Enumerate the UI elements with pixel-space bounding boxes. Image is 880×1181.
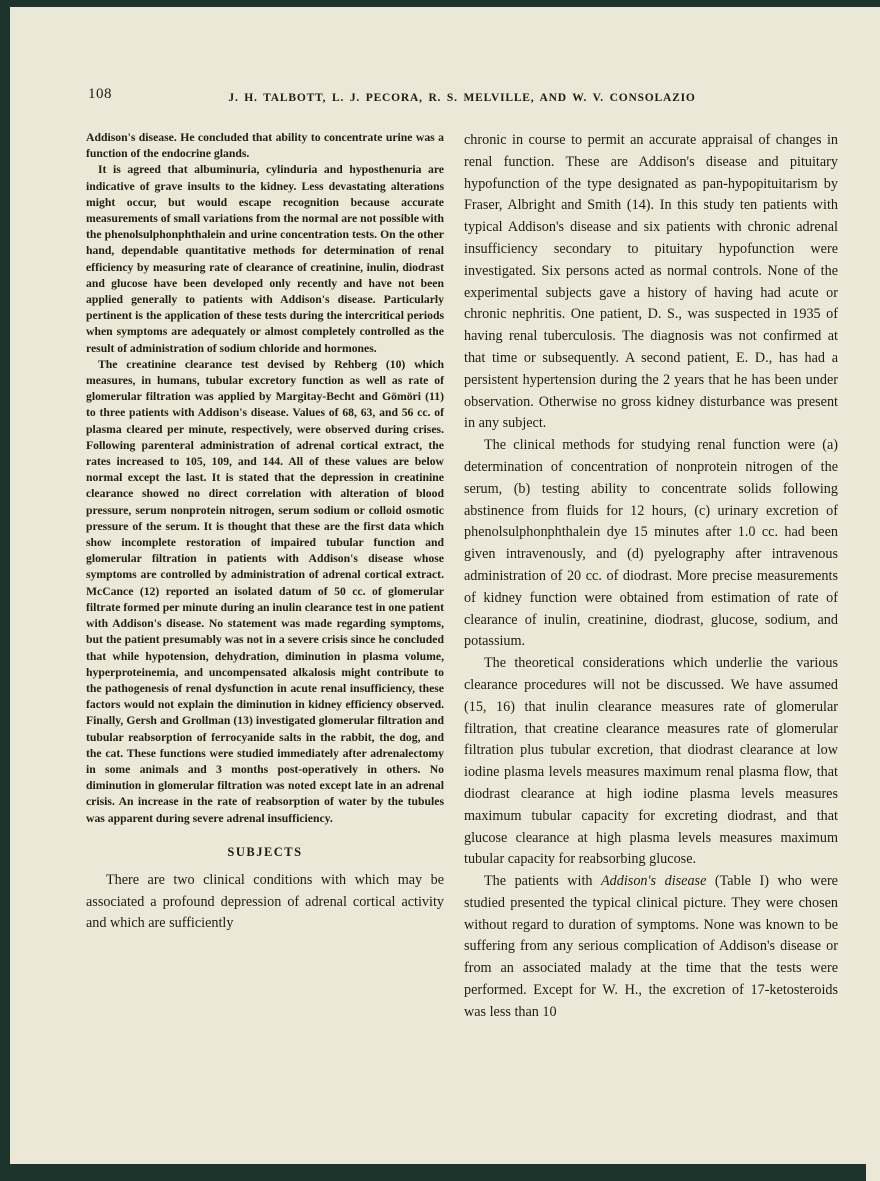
paragraph: It is agreed that albuminuria, cylinduria and hyposthenuria are indicative of grave insults to the kidney. Less devastating alterations might occur, but would escape recognition because accurate measurements of small variations from the normal are not possible with the phenolsulphonphthalein and urine concentration tests. On the other hand, dependable quantitative methods for determination of renal efficiency by measuring rate of clearance of creatinine, inulin, diodrast and glucose have been developed only recently and have not been applied generally to patients with Addison's disease. Particularly pertinent is the application of these tests during the intercritical periods when symptoms are adequately or almost completely controlled as the result of administration of sodium chloride and hormones. <box>86 163 444 355</box>
section-heading-subjects: SUBJECTS <box>227 844 303 859</box>
page-edge-top <box>0 0 880 7</box>
running-head: J. H. TALBOTT, L. J. PECORA, R. S. MELVILLE, AND W. V. CONSOLAZIO <box>228 92 696 104</box>
paragraph: The theoretical considerations which underlie the various clearance procedures will not be discussed. We have assumed (15, 16) that inulin clearance measures rate of glomerular filtration, that creatine clearance measures rate of glomerular filtration plus tubular excretion, that diodrast clearance at low iodine plasma levels measures maximum renal plasma flow, that diodrast clearance at high iodine plasma levels measures maximum tubular capacity for excreting diodrast, and that glucose clearance at high plasma levels measures maximum tubular capacity for reabsorbing glucose. <box>464 655 838 868</box>
two-column-body <box>86 130 838 1024</box>
page-number: 108 <box>88 86 112 102</box>
page-edge-left <box>0 0 10 1181</box>
page-header <box>86 88 838 106</box>
paragraph: The clinical methods for studying renal function were (a) determination of concentration of nonprotein nitrogen of the serum, (b) testing ability to concentrate solids following abstinence from fluids for 12 hours, (c) urinary excretion of phenolsulphonphthalein dye 15 minutes after 1.0 cc. had been given intravenously, and (d) pyelography after intravenous administration of 20 cc. of diodrast. More precise measurements of kidney function were obtained from estimation of rate of clearance of inulin, creatinine, diodrast, glucose, sodium, and potassium. <box>464 437 838 650</box>
right-column <box>464 130 838 1024</box>
paragraph: chronic in course to permit an accurate appraisal of changes in renal function. These are Addison's disease and pituitary hypofunction of the type designated as pan-hypopituitarism by Fraser, Albright and Smith (14). In this study ten patients with typical Addison's disease and six patients with chronic adrenal insufficiency secondary to pituitary hypofunction were investigated. Six persons acted as normal controls. None of the experimental subjects gave a history of having had acute or chronic nephritis. One patient, D. S., was suspected in 1935 of having renal tuberculosis. The diagnosis was not confirmed at that time or subsequently. A second patient, E. D., has had a persistent hypertension during the 2 years that he has been under observation. Otherwise no gross kidney disturbance was present in any subject. <box>464 132 838 432</box>
paragraph: Addison's disease. He concluded that ability to concentrate urine was a function of the endocrine glands. <box>86 131 444 161</box>
paragraph: The creatinine clearance test devised by Rehberg (10) which measures, in humans, tubular excretory function as well as rate of glomerular filtration was applied by Margitay-Becht and Gömöri (11) to three patients with Addison's disease. Values of 68, 63, and 56 cc. of plasma cleared per minute, respectively, were observed during crises. Following parenteral administration of adrenal cortical extract, the rates increased to 105, 109, and 144. All of these values are below normal except the last. It is stated that the depression in creatinine clearance showed no direct correlation with alteration of blood pressure, serum nonprotein nitrogen, serum sodium or colloid osmotic pressure of the serum. It is thought that these are the first data which show incomplete restoration of impaired tubular function and glomerular filtration in patients with Addison's disease whose symptoms are controlled by administration of adrenal cortical extract. McCance (12) reported an isolated datum of 50 cc. of glomerular filtrate formed per minute during an inulin clearance test in one patient with Addison's disease. No statement was made regarding symptoms, but the patient presumably was not in a severe crisis since he concluded that while hypotension, dehydration, diminution in plasma volume, hyperproteinemia, and uncompensated alkalosis might contribute to the pathogenesis of renal dysfunction in acute renal insufficiency, these factors would not explain the diminution in kidney efficiency observed. Finally, Gersh and Grollman (13) investigated glomerular filtration and tubular reabsorption of ferrocyanide salts in the rabbit, the dog, and the cat. These functions were studied immediately after adrenalectomy in some animals and 3 months post-operatively in others. No diminution in glomerular filtration was noted except late in an adrenal crisis. An increase in the rate of reabsorption of water by the tubules was apparent during severe adrenal insufficiency. <box>86 357 444 825</box>
page-edge-bottom <box>0 1164 866 1181</box>
left-column <box>86 130 444 1024</box>
paragraph: The patients with Addison's disease (Table I) who were studied presented the typical clinical picture. They were chosen without regard to duration of symptoms. None was known to be suffering from any serious complication of Addison's disease or from an associated malady at the time that the tests were performed. Except for W. H., the excretion of 17-ketosteroids was less than 10 <box>464 873 838 1020</box>
paragraph: There are two clinical conditions with which may be associated a profound depression of adrenal cortical activity and which are sufficiently <box>86 871 444 932</box>
